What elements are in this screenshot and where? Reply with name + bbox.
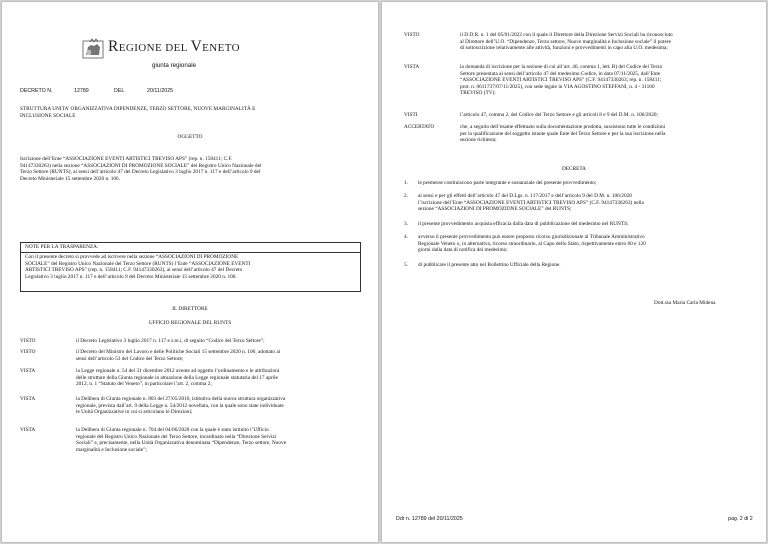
decreta-list: 1. le premesse costituiscono parte integrante e sostanziale del presente provvedimento; 2. ai sensi e per gli effetti dell’articolo 47 del D.Lgs. n. 117/2017 e dell’articolo 9 del D.M. n. 106/2020 l’iscrizione dell’Ente “ASSOCIAZIONE EVENTI ARTISTICI TREVISO APS” (C.F. 94147330263) nella sezione “ASSOCIAZIONI DI PROMOZIONE SOCIALE” del RUNTS; 3. il presente provvedimento acquista efficacia dalla data di pubblicazione del medesimo nel RUNTS; 4. avverso il presente provvedimento può essere proposto ricorso giurisdizionale al Tribunale Amministrativo Regionale Veneto o, in alternativa, ricorso straordinario, al Capo dello Stato, rispettivamente entro 60 e 120 giorni dalla data di notifica del medesimo; 5. di pubblicare il presente atto nel Bollettino Ufficiale della Regione. xyxy=(404,180,646,268)
oggetto-title: OGGETTO xyxy=(177,134,203,140)
oggetto-text: Iscrizione dell’Ente “ASSOCIAZIONE EVENTI ARTISTICI TREVISO APS” (rep. n. 158411; C.F. 94147330263) nella sezione “ASSOCIAZIONI DI PROMOZIONE SOCIALE” del Registro Unico Nazionale del Terzo Settore (RUNTS), ai sensi dell’articolo 47 del Decreto Legislativo 3 luglio 2017 n. 117 e dell’articolo 9 del Decreto Ministeriale 15 settembre 2020 n. 106. xyxy=(20,156,262,182)
region-logo xyxy=(82,37,292,59)
struttura: STRUTTURA UNITA' ORGANIZZATIVA DIPENDENZE, TERZO SETTORE, NUOVE MARGINALITÀ E INCLUSIONE SOCIALE xyxy=(20,106,256,119)
decree-label: DECRETO N. xyxy=(20,88,53,94)
decree-del-label: DEL xyxy=(114,88,125,94)
decree-number: 12789 xyxy=(74,88,89,94)
signature: Dott.ssa Maria Carla Midena xyxy=(654,300,716,306)
footer-ref: Ddr n. 12789 del 20/11/2025 xyxy=(396,516,463,522)
lion-crest-icon xyxy=(82,37,104,59)
office-title: UFFICIO REGIONALE DEL RUNTS xyxy=(148,320,232,326)
note-title: NOTE PER LA TRASPARENZA: xyxy=(21,243,360,253)
note-body: Con il presente decreto si provvede ad iscrivere nella sezione “ASSOCIAZIONI DI PROMOZIONE SOCIALE” del Registro Unico Nazionale del Terzo Settore (RUNTS) l’Ente “ASSOCIAZIONE EVENTI ARTISTICI TREVISO APS” (rep. n. 158411; C.F. 94147330263), ai sensi dell’articolo 47 del Decreto Legislativo 3 luglio 2017 n. 117 e dell’articolo 9 del Decreto Ministeriale 15 settembre 2020 n. 106. xyxy=(25,254,251,280)
decreta-title: DECRETA xyxy=(562,166,586,172)
decree-date: 20/11/2025 xyxy=(147,88,174,94)
region-name: REGIONE DEL VENETO xyxy=(108,38,241,55)
document-page-1: REGIONE DEL VENETO giunta regionale DECRETO N. 12789 DEL 20/11/2025 STRUTTURA UNITA' ORGANIZZATIVA DIPENDENZE, TERZO SETTORE, NUOVE MARGINALITÀ E INCLUSIONE SOCIALE OGGETTO Iscrizione dell’Ente “ASSOCIAZIONE EVENTI ARTISTICI TREVISO APS” (rep. n. 158411; C.F. 94147330263) nella sezione “ASSOCIAZIONI DI PROMOZIONE SOCIALE” del Registro Unico Nazionale del Terzo Settore (RUNTS), ai sensi dell’articolo 47 del Decreto Legislativo 3 luglio 2017 n. 117 e dell’articolo 9 del Decreto Ministeriale 15 settembre 2020 n. 106. NOTE PER LA TRASPARENZA: Con il presente decreto si provvede ad iscrivere nella sezione “ASSOCIAZIONI DI PROMOZIONE SOCIALE” del Registro Unico Nazionale del Terzo Settore (RUNTS) l’Ente “ASSOCIAZIONE EVENTI ARTISTICI TREVISO APS” (rep. n. 158411; C.F. 94147330263), ai sensi dell’articolo 47 del Decreto Legislativo 3 luglio 2017 n. 117 e dell’articolo 9 del Decreto Ministeriale 15 settembre 2020 n. 106. IL DIRETTORE UFFICIO REGIONALE DEL RUNTS VISTO il Decreto Legislativo 3 luglio 2017 n. 117 e s.m.i, di seguito “Codice del Terzo Settore”; VISTO il Decreto del Ministro del Lavoro e delle Politiche Sociali 15 settembre 2020 n. 106, adottato ai sensi dell’articolo 53 del Codice del Terzo Settore; VISTA la Legge regionale n. 54 del 31 dicembre 2012 avente ad oggetto l’ordinamento e le attribuzioni delle strutture della Giunta regionale in attuazione della Legge regionale statutaria del 17 aprile 2012, n. 1 “Statuto del Veneto”, in particolare l’art. 2, comma 2; VISTA la Delibera di Giunta regionale n. 803 del 27/05/2016, istitutiva della nuova struttura organizzativa regionale, prevista dall’art. 9 della Legge n. 54/2012 novellata, con la quale sono state individuate le Unità Organizzative in cui si articolano le Direzioni; VISTA la Delibera di Giunta regionale n. 704 del 04/06/2020 con la quale è stato istituito l’Ufficio regionale del Registro Unico Nazionale del Terzo Settore, incardinato nella “Direzione Servizi Sociali” e, precisamente, nella Unità Organizzativa denominata “Dipendenze, Terzo settore, Nuove marginalità e Inclusione sociale”; xyxy=(2,2,378,542)
transparency-note xyxy=(20,242,361,292)
logo-subtitle: giunta regionale xyxy=(152,62,197,69)
director-title: IL DIRETTORE xyxy=(172,306,208,312)
document-page-2: VISTO il D.D.R. n. 1 del 05/01/2022 con il quale il Direttore della Direzione Servizi Sociali ha riconosciuto al Direttore dell’U.O. “Dipendenze, Terzo settore, Nuove marginalità e Inclusione sociale” il potere di sottoscrizione relativamente alle attività, funzioni e provvedimenti in capo alla U.O. medesima; VISTA la domanda di iscrizione per la sezione di cui all’art. 46, comma 1, lett. B) del Codice del Terzo Settore presentata ai sensi dell’articolo 47 del medesimo Codice, in data 07/11/2025, dall’Ente “ASSOCIAZIONE EVENTI ARTISTICI TREVISO APS” (C.F. 94147330263; rep. n. 158411; prot. n. 0611737/07/11/2025), con sede legale in VIA AGOSTINO STEFFANI, n. 4 - 31100 TREVISO (TV); VISTI l’articolo 47, comma 2, del Codice del Terzo Settore e gli articoli 8 e 9 del D.M. n. 106/2020; ACCERTATO che, a seguito dell’esame effettuato sulla documentazione prodotta, sussistono tutte le condizioni per la qualificazione del soggetto istante quale Ente del Terzo Settore e per la sua iscrizione nella sezione richiesta; DECRETA 1. le premesse costituiscono parte integrante e sostanziale del presente provvedimento; 2. ai sensi e per gli effetti dell’articolo 47 del D.Lgs. n. 117/2017 e dell’articolo 9 del D.M. n. 106/2020 l’iscrizione dell’Ente “ASSOCIAZIONE EVENTI ARTISTICI TREVISO APS” (C.F. 94147330263) nella sezione “ASSOCIAZIONI DI PROMOZIONE SOCIALE” del RUNTS; 3. il presente provvedimento acquista efficacia dalla data di pubblicazione del medesimo nel RUNTS; 4. avverso il presente provvedimento può essere proposto ricorso giurisdizionale al Tribunale Amministrativo Regionale Veneto o, in alternativa, ricorso straordinario, al Capo dello Stato, rispettivamente entro 60 e 120 giorni dalla data di notifica del medesimo; 5. di pubblicare il presente atto nel Bollettino Ufficiale della Regione. Dott.ssa Maria Carla Midena Ddr n. 12789 del 20/11/2025 pag. 2 di 2 xyxy=(382,2,766,542)
page-number: pag. 2 di 2 xyxy=(728,516,753,522)
